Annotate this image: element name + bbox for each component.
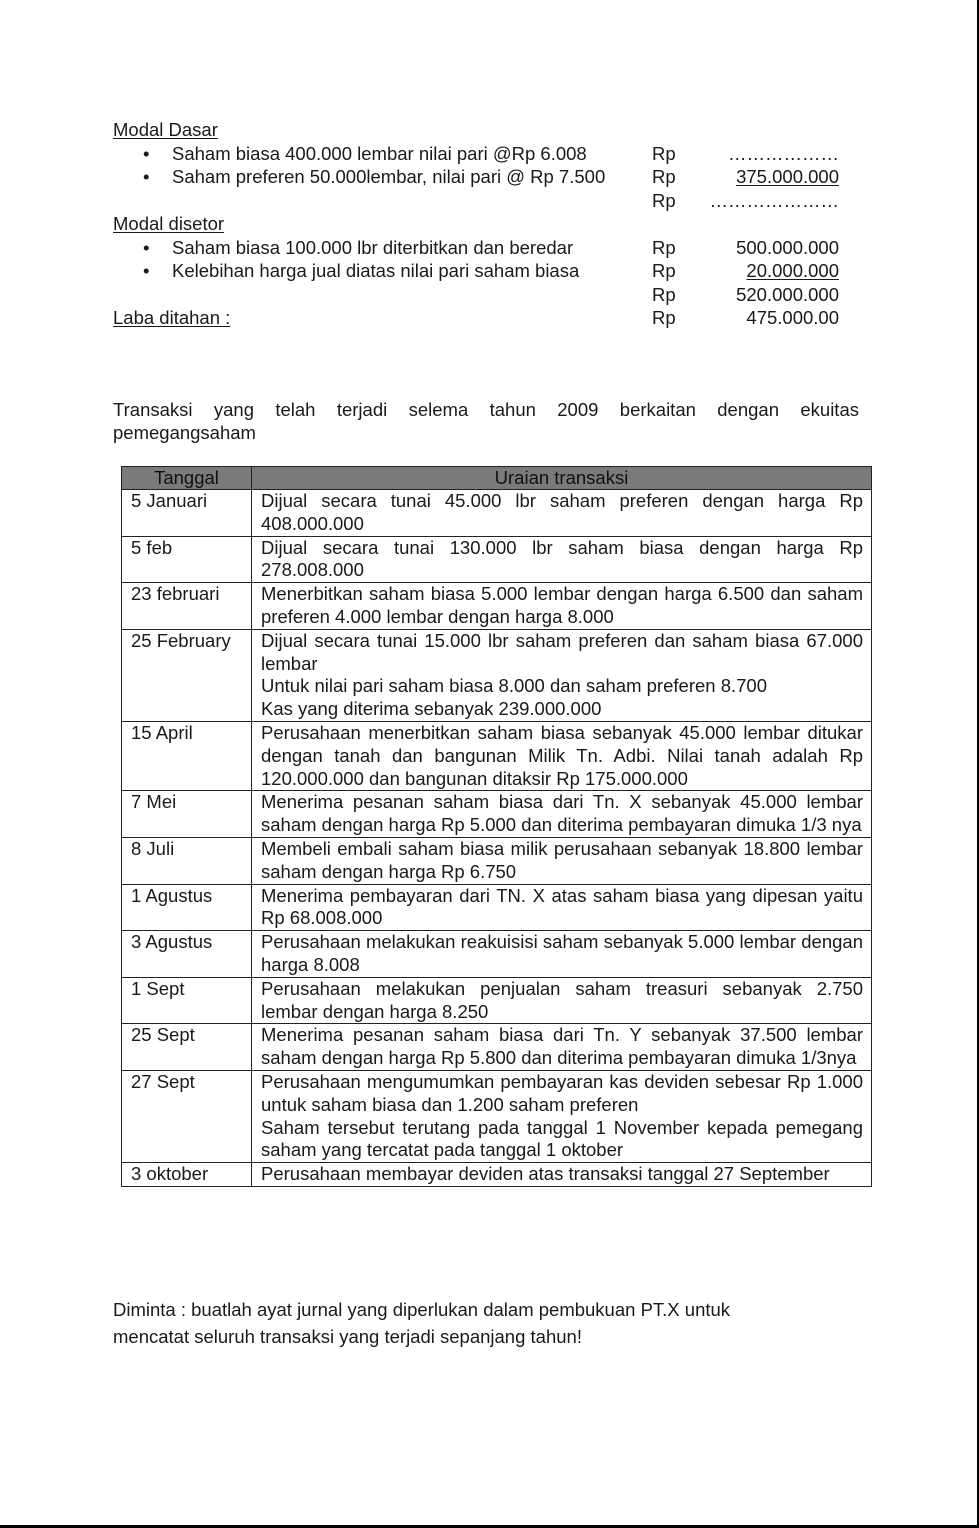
table-row [122,1070,872,1162]
currency-label: Rp [652,142,676,164]
modal-dasar-heading: Modal Dasar [113,119,218,140]
table-row [122,931,872,978]
header-date: Tanggal [122,467,252,490]
transaction-description [252,1163,872,1187]
currency-label: Rp [652,307,676,328]
transaction-date: 3 Agustus [122,931,252,978]
requirement-line: mencatat seluruh transaksi yang terjadi sepanjang tahun! [113,1326,582,1347]
transaction-date: 27 Sept [122,1070,252,1162]
table-row [122,1024,872,1071]
statement-line [113,259,853,283]
line-amount: 500.000.000 [736,236,839,258]
line-label: • Saham biasa 100.000 lbr diterbitkan dan beredar [172,236,573,260]
currency-label: Rp [652,283,676,305]
currency-label: Rp [652,189,676,211]
intro-paragraph: Transaksi yang telah terjadi selema tahun 2009 berkaitan dengan ekuitas pemegangsaham [113,399,859,443]
description-line: Menerima pembayaran dari TN. X atas saham biasa yang dipesan yaitu Rp 68.008.000 [261,884,863,929]
table-row [122,791,872,838]
currency-label: Rp [652,236,676,258]
transaction-date: 15 April [122,721,252,790]
table-header-row [122,467,872,490]
transaction-description [252,1070,872,1162]
table-row [122,536,872,583]
table-row [122,490,872,537]
transaction-date: 23 februari [122,583,252,630]
table-row [122,837,872,884]
modal-disetor-total-row [113,283,853,307]
description-line: Menerbitkan saham biasa 5.000 lembar dengan harga 6.500 dan saham preferen 4.000 lembar dengan harga 8.000 [261,583,863,627]
table-row [122,583,872,630]
requirement-text [113,1296,813,1350]
requirement-line: Diminta : buatlah ayat jurnal yang diperlukan dalam pembukuan PT.X untuk [113,1299,731,1320]
header-description: Uraian transaksi [252,467,872,490]
laba-ditahan-label: Laba ditahan : [113,307,231,328]
description-line: Perusahaan melakukan reakuisisi saham sebanyak 5.000 lembar dengan harga 8.008 [261,931,863,975]
transaction-date: 5 feb [122,536,252,583]
transaction-description [252,977,872,1024]
line-label: • Kelebihan harga jual diatas nilai pari saham biasa [172,259,579,283]
transaction-date: 7 Mei [122,791,252,838]
laba-ditahan-row [113,306,853,330]
transaction-date: 1 Agustus [122,884,252,931]
description-line: Dijual secara tunai 130.000 lbr saham biasa dengan harga Rp 278.008.000 [261,536,863,581]
transaction-date: 25 Sept [122,1024,252,1071]
table-row [122,977,872,1024]
transaction-description [252,931,872,978]
statement-line [113,165,853,189]
transaction-description [252,721,872,790]
description-line: Menerima pesanan saham biasa dari Tn. X sebanyak 45.000 lembar saham dengan harga Rp 5.000 dan diterima pembayaran dimuka 1/3 nya [261,791,863,836]
laba-ditahan-amount: 475.000.00 [746,307,839,328]
table-row [122,629,872,721]
transaction-description [252,629,872,721]
total-amount: 520.000.000 [736,283,839,305]
transaction-description [252,837,872,884]
description-line: Kas yang diterima sebanyak 239.000.000 [261,698,602,720]
currency-label: Rp [652,260,676,281]
line-label: • Saham preferen 50.000lembar, nilai pari @ Rp 7.500 [172,165,605,189]
equity-statement [113,118,853,330]
table-row [122,721,872,790]
description-line: Perusahaan melakukan penjualan saham treasuri sebanyak 2.750 lembar dengan harga 8.250 [261,977,863,1022]
line-amount: ……………… [728,142,839,164]
modal-dasar-total-row [113,189,853,213]
transactions-table [121,466,872,1187]
description-line: Perusahaan menerbitkan saham biasa sebanyak 45.000 lembar ditukar dengan tanah dan bangunan Milik Tn. Adbi. Nilai tanah adalah Rp 120.000.000 dan bangunan ditaksir Rp 175.000.000 [261,721,863,789]
transaction-date: 3 oktober [122,1163,252,1187]
description-line: Perusahaan membayar deviden atas transaksi tanggal 27 September [261,1163,830,1185]
transaction-description [252,1024,872,1071]
transaction-date: 5 Januari [122,490,252,537]
transaction-description [252,884,872,931]
line-amount: 375.000.000 [736,166,839,187]
description-line: Dijual secara tunai 45.000 lbr saham preferen dengan harga Rp 408.000.000 [261,490,863,534]
description-line: Untuk nilai pari saham biasa 8.000 dan saham preferen 8.700 [261,675,767,697]
modal-dasar-heading-row [113,118,853,142]
transaction-date: 1 Sept [122,977,252,1024]
line-label: • Saham biasa 400.000 lembar nilai pari @Rp 6.008 [172,142,587,166]
description-line: Dijual secara tunai 15.000 lbr saham preferen dan saham biasa 67.000 lembar [261,629,863,674]
statement-line [113,142,853,166]
currency-label: Rp [652,166,676,187]
total-amount: ………………… [709,189,839,211]
modal-disetor-heading: Modal disetor [113,213,225,234]
transaction-date: 8 Juli [122,837,252,884]
statement-line [113,236,853,260]
description-line: Saham tersebut terutang pada tanggal 1 November kepada pemegang saham yang tercatat pada tanggal 1 oktober [261,1116,863,1161]
transaction-date: 25 February [122,629,252,721]
table-row [122,1163,872,1187]
description-line: Menerima pesanan saham biasa dari Tn. Y sebanyak 37.500 lembar saham dengan harga Rp 5.800 dan diterima pembayaran dimuka 1/3nya [261,1024,863,1069]
transaction-description [252,583,872,630]
table-row [122,884,872,931]
description-line: Perusahaan mengumumkan pembayaran kas deviden sebesar Rp 1.000 untuk saham biasa dan 1.200 saham preferen [261,1070,863,1115]
transaction-description [252,536,872,583]
transaction-description [252,490,872,537]
modal-disetor-heading-row [113,212,853,236]
line-amount: 20.000.000 [746,260,839,281]
transaction-description [252,791,872,838]
description-line: Membeli embali saham biasa milik perusahaan sebanyak 18.800 lembar saham dengan harga Rp 6.750 [261,837,863,882]
